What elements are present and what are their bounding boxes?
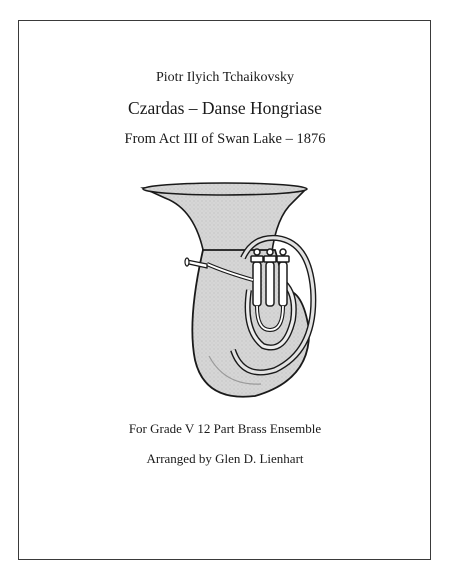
piece-title: Czardas – Danse Hongriase bbox=[128, 98, 322, 118]
composer-name: Piotr Ilyich Tchaikovsky bbox=[156, 70, 294, 85]
tuba-valves bbox=[251, 249, 289, 306]
arranger-line: Arranged by Glen D. Lienhart bbox=[146, 451, 304, 466]
piece-subtitle: From Act III of Swan Lake – 1876 bbox=[124, 131, 326, 147]
tuba-icon bbox=[125, 180, 345, 405]
ensemble-line: For Grade V 12 Part Brass Ensemble bbox=[128, 421, 322, 436]
